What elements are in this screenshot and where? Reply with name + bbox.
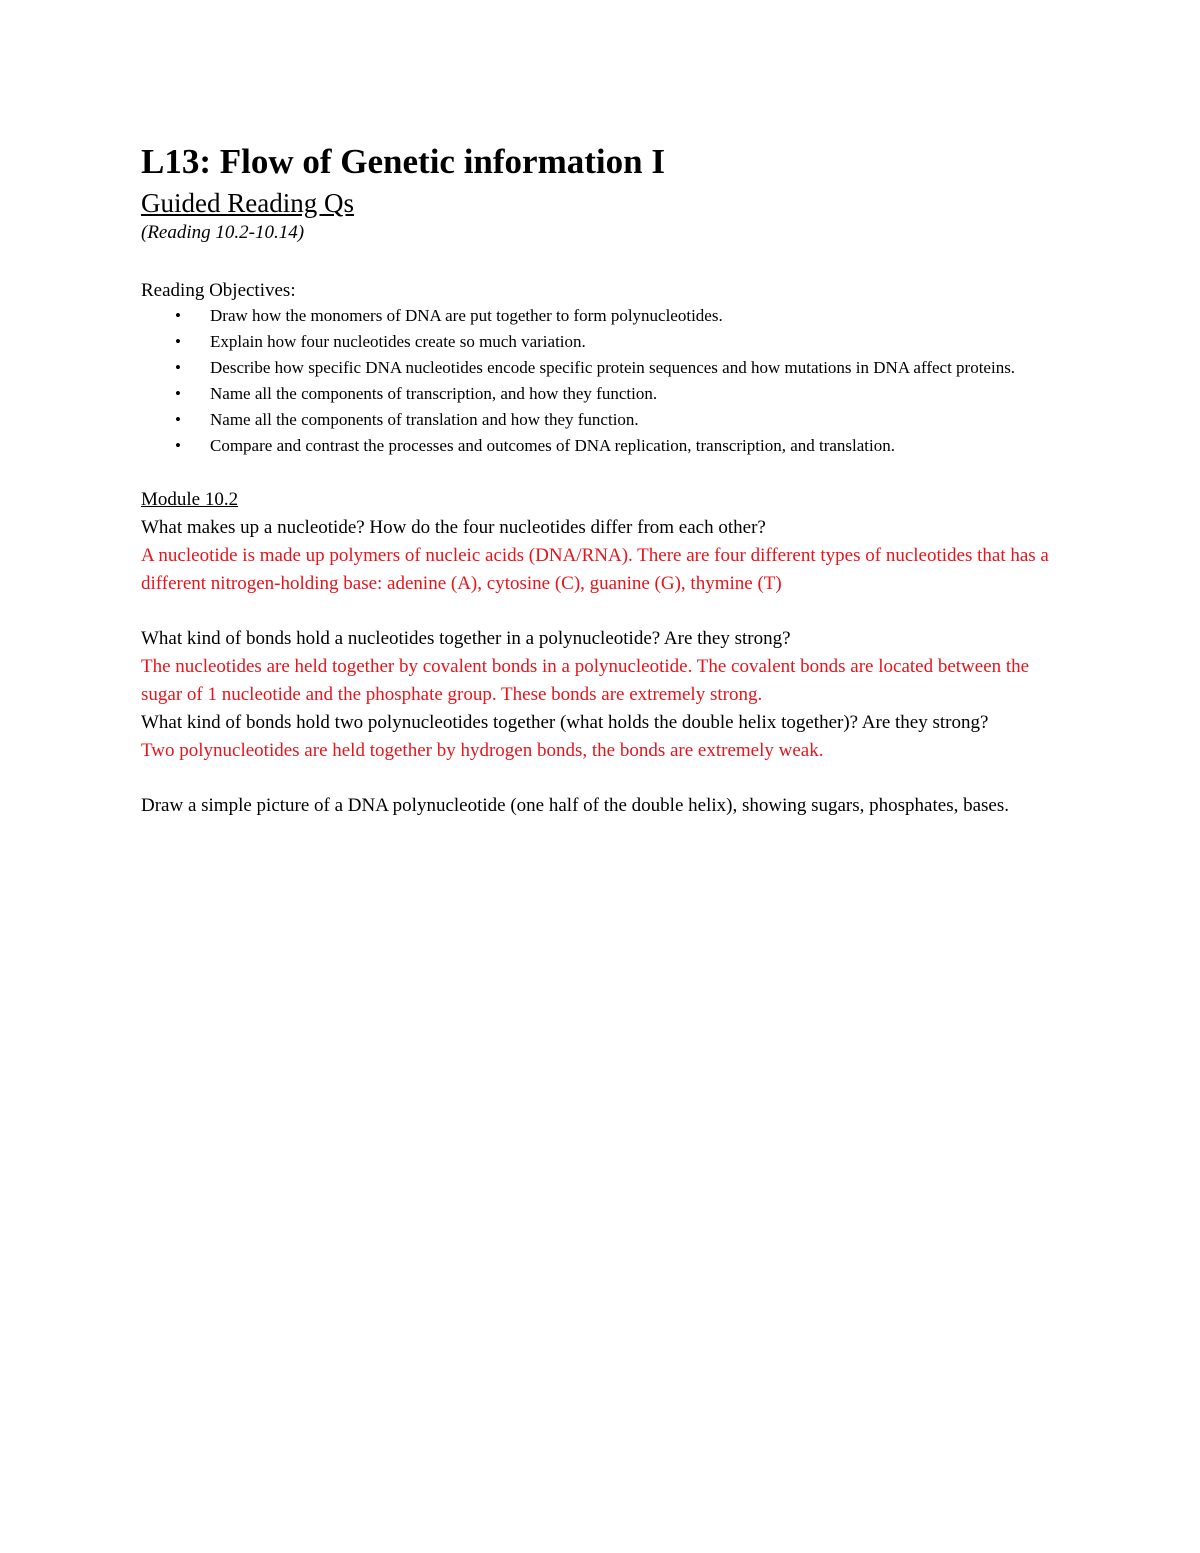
bullet-icon: • <box>175 384 181 403</box>
objective-text: Name all the components of translation and how they function. <box>210 410 639 429</box>
bullet-icon: • <box>175 332 181 351</box>
reading-range: (Reading 10.2-10.14) <box>141 222 305 243</box>
objective-item <box>141 356 1071 379</box>
objective-item <box>141 408 1071 431</box>
objective-text: Compare and contrast the processes and outcomes of DNA replication, transcription, and translation. <box>210 436 896 455</box>
objective-text: Describe how specific DNA nucleotides encode specific protein sequences and how mutations in DNA affect proteins. <box>210 358 1016 377</box>
document-title: L13: Flow of Genetic information I <box>141 142 665 181</box>
bullet-icon: • <box>175 436 181 455</box>
document-page <box>141 138 1071 820</box>
objective-item <box>141 434 1071 457</box>
bullet-icon: • <box>175 410 181 429</box>
module-heading: Module 10.2 <box>141 489 239 510</box>
question-1: What makes up a nucleotide? How do the four nucleotides differ from each other? <box>141 517 766 538</box>
spacer <box>141 765 1071 792</box>
objectives-list <box>141 304 1071 457</box>
bullet-icon: • <box>175 306 181 325</box>
answer-3: Two polynucleotides are held together by hydrogen bonds, the bonds are extremely weak. <box>141 740 824 761</box>
question-3: What kind of bonds hold two polynucleotides together (what holds the double helix together)? Are they strong? <box>141 712 989 733</box>
document-subtitle: Guided Reading Qs <box>141 188 354 218</box>
objectives-heading: Reading Objectives: <box>141 280 296 301</box>
question-2: What kind of bonds hold a nucleotides together in a polynucleotide? Are they strong? <box>141 628 791 649</box>
answer-2: The nucleotides are held together by covalent bonds in a polynucleotide. The covalent bonds are located between the sugar of 1 nucleotide and the phosphate group. These bonds are extremely strong. <box>141 656 1030 705</box>
objective-item <box>141 330 1071 353</box>
objective-text: Explain how four nucleotides create so much variation. <box>210 332 586 351</box>
objective-text: Name all the components of transcription, and how they function. <box>210 384 658 403</box>
objective-item <box>141 304 1071 327</box>
spacer <box>141 598 1071 625</box>
answer-1: A nucleotide is made up polymers of nucleic acids (DNA/RNA). There are four different types of nucleotides that has a different nitrogen-holding base: adenine (A), cytosine (C), guanine (G), thymine (T) <box>141 545 1049 594</box>
bullet-icon: • <box>175 358 181 377</box>
objective-item <box>141 382 1071 405</box>
objective-text: Draw how the monomers of DNA are put together to form polynucleotides. <box>210 306 723 325</box>
question-4: Draw a simple picture of a DNA polynucleotide (one half of the double helix), showing sugars, phosphates, bases. <box>141 795 1009 816</box>
